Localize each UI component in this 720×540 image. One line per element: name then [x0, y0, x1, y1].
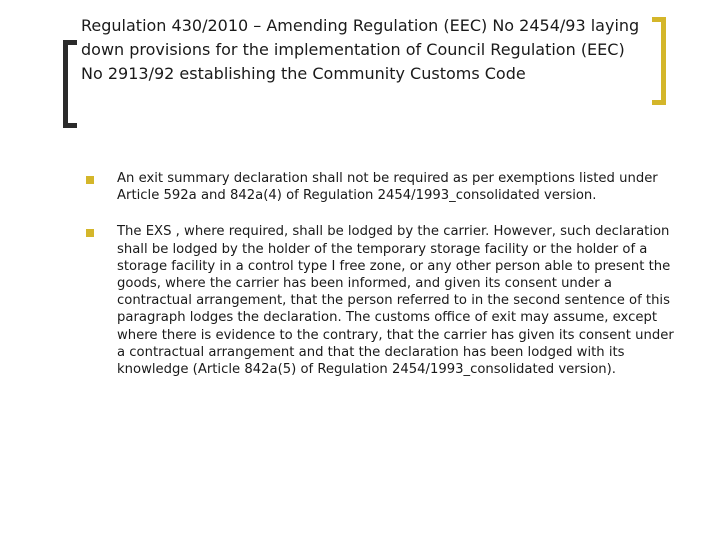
bullet-text: An exit summary declaration shall not be required as per exemptions listed under Article 592a and 842a(4) of Regulation 2454/1993_consolidated version.	[117, 171, 658, 204]
square-bullet-icon	[86, 229, 94, 237]
left-bracket-decoration	[63, 40, 77, 128]
bullet-item	[86, 170, 676, 204]
square-bullet-icon	[86, 176, 94, 184]
slide-title: Regulation 430/2010 – Amending Regulation (EEC) No 2454/93 laying down provisions for the implementation of Council Regulation (EEC) No 2913/92 establishing the Community Customs Code	[81, 16, 640, 83]
bullet-item	[86, 223, 676, 378]
right-bracket-decoration	[652, 17, 666, 105]
bullet-list	[86, 170, 676, 397]
bullet-text: The EXS , where required, shall be lodged by the carrier. However, such declaration shall be lodged by the holder of the temporary storage facility or the holder of a storage facility in a control type I free zone, or any other person able to present the goods, where the carrier has been informed, and given its consent under a contractual arrangement, that the person referred to in the second sentence of this paragraph lodges the declaration. The customs office of exit may assume, except where there is evidence to the contrary, that the carrier has given its consent under a contractual arrangement and that the declaration has been lodged with its knowledge (Article 842a(5) of Regulation 2454/1993_consolidated version).	[117, 224, 674, 378]
